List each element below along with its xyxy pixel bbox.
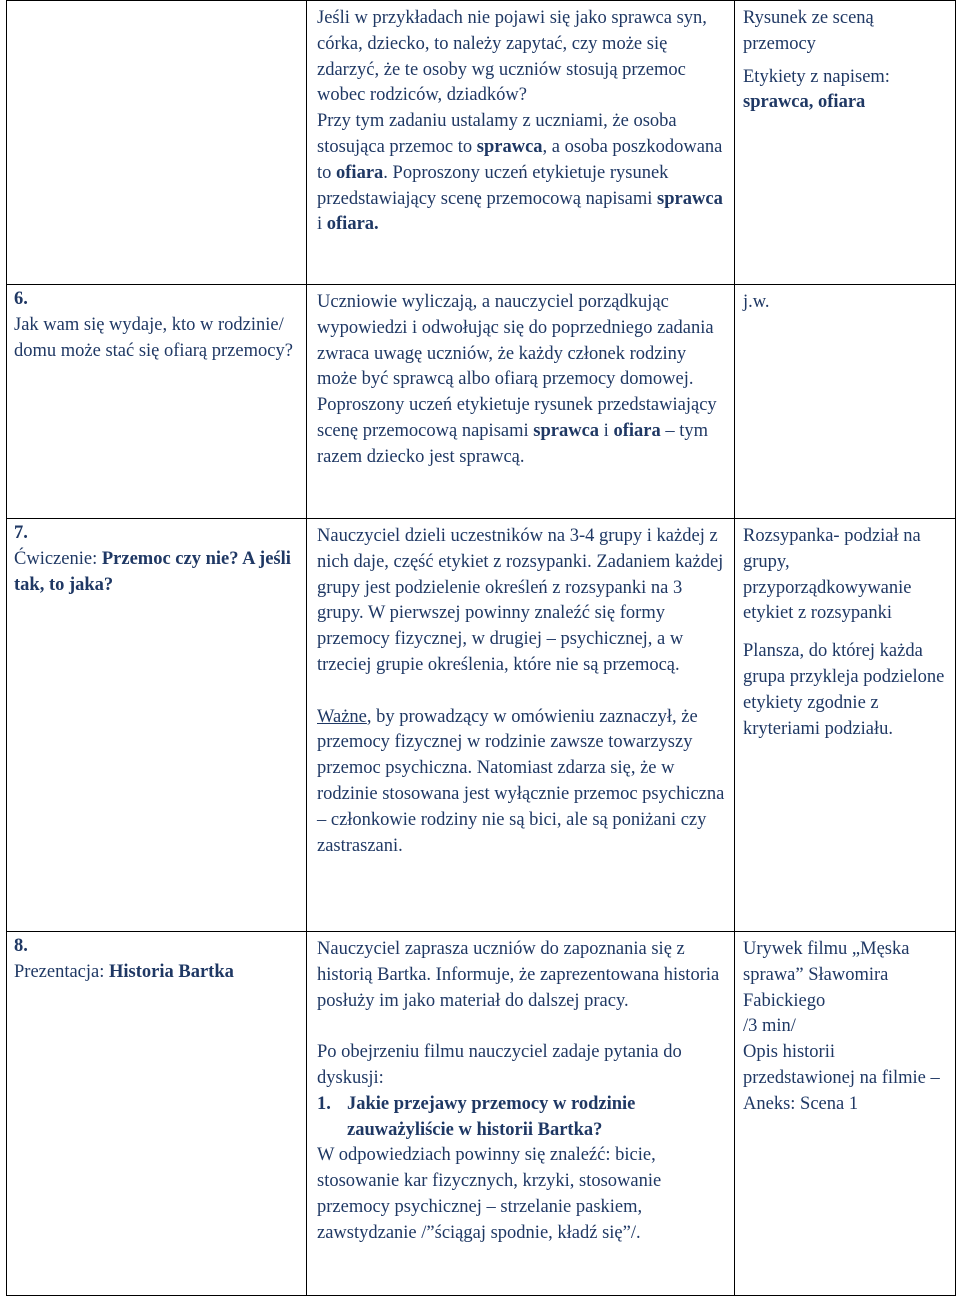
materials-text: /3 min/	[743, 1016, 796, 1037]
stage-number: 6.	[14, 289, 28, 309]
description-cell	[307, 285, 735, 519]
description-cell	[307, 1, 735, 285]
materials-text: Etykiety z napisem:	[743, 66, 890, 87]
discussion-questions	[317, 1092, 730, 1144]
materials-cell	[735, 932, 956, 1296]
materials-cell	[735, 519, 956, 932]
table-row	[7, 285, 956, 519]
table-row	[7, 519, 956, 932]
lesson-plan-table	[6, 0, 956, 1296]
description-paragraph: Przy tym zadaniu ustalamy z uczniami, że osoba stosująca przemoc to sprawca, a osoba poszkodowana to ofiara. Poproszony uczeń etykietuje rysunek przedstawiający scenę przemocową napisami sprawca i ofiara.	[317, 111, 723, 235]
description-cell	[307, 932, 735, 1296]
stage-cell	[7, 519, 307, 932]
important-note-label: Ważne	[317, 706, 367, 727]
stage-title: Prezentacja: Historia Bartka	[14, 961, 234, 982]
stage-number: 7.	[14, 523, 28, 543]
stage-cell	[7, 1, 307, 285]
stage-cell	[7, 932, 307, 1296]
materials-text: Urywek filmu „Męska sprawa” Sławomira Fabickiego	[743, 939, 910, 1011]
materials-text: Plansza, do której każda grupa przykleja podzielone etykiety zgodnie z kryteriami podziału.	[743, 641, 945, 739]
stage-title: Jak wam się wydaje, kto w rodzinie/ domu może stać się ofiarą przemocy?	[14, 314, 293, 361]
description-paragraph: W odpowiedziach powinny się znaleźć: bicie, stosowanie kar fizycznych, krzyki, stosowanie przemocy psychicznej – strzelanie paskiem, zawstydzanie /”ściągaj spodnie, kładź się”/.	[317, 1145, 662, 1243]
materials-cell	[735, 1, 956, 285]
materials-text: sprawca, ofiara	[743, 92, 866, 113]
description-paragraph: Poproszony uczeń etykietuje rysunek przedstawiający scenę przemocową napisami sprawca i ofiara – tym razem dziecko jest sprawcą.	[317, 395, 717, 467]
description-paragraph: Uczniowie wyliczają, a nauczyciel porządkując wypowiedzi i odwołując się do poprzedniego zadania zwraca uwagę uczniów, że każdy członek rodziny może być sprawcą albo ofiarą przemocy domowej.	[317, 292, 714, 390]
table-row	[7, 1, 956, 285]
description-paragraph: Nauczyciel dzieli uczestników na 3-4 grupy i każdej z nich daje, część etykiet z rozsypanki. Zadaniem każdej grupy jest podzielenie określeń z rozsypanki na 3 grupy. W pierwszej powinny znaleźć się formy przemocy fizycznej, w drugiej – psychicznej, a w trzeciej grupie określenia, które nie są przemocą.	[317, 526, 724, 675]
description-paragraph: Jeśli w przykładach nie pojawi się jako sprawca syn, córka, dziecko, to należy zapytać, czy może się zdarzyć, że te osoby wg uczniów stosują przemoc wobec rodziców, dziadków?	[317, 8, 707, 106]
materials-text: Rysunek ze sceną przemocy	[743, 8, 874, 54]
stage-number: 8.	[14, 936, 28, 956]
description-paragraph: Nauczyciel zaprasza uczniów do zapoznania się z historią Bartka. Informuje, że zaprezentowana historia posłuży im jako materiał do dalszej pracy.	[317, 939, 720, 1011]
materials-text: Opis historii przedstawionej na filmie – Aneks: Scena 1	[743, 1042, 940, 1114]
table-row	[7, 932, 956, 1296]
materials-text: Rozsypanka- podział na grupy, przyporządkowywanie etykiet z rozsypanki	[743, 526, 921, 624]
materials-cell	[735, 285, 956, 519]
list-item: 1. Jakie przejawy przemocy w rodzinie zauważyliście w historii Bartka?	[317, 1093, 636, 1140]
materials-text: j.w.	[743, 292, 770, 312]
description-paragraph: Ważne, by prowadzący w omówieniu zaznaczył, że przemocy fizycznej w rodzinie zawsze towarzyszy przemoc psychiczna. Natomiast zdarza się, że w rodzinie stosowana jest wyłącznie przemoc psychiczna – członkowie rodziny nie są bici, ale są poniżani czy zastraszani.	[317, 706, 725, 856]
stage-title: Ćwiczenie: Przemoc czy nie? A jeśli tak, to jaka?	[14, 548, 291, 595]
stage-cell	[7, 285, 307, 519]
description-cell	[307, 519, 735, 932]
description-paragraph: Po obejrzeniu filmu nauczyciel zadaje pytania do dyskusji:	[317, 1042, 682, 1088]
